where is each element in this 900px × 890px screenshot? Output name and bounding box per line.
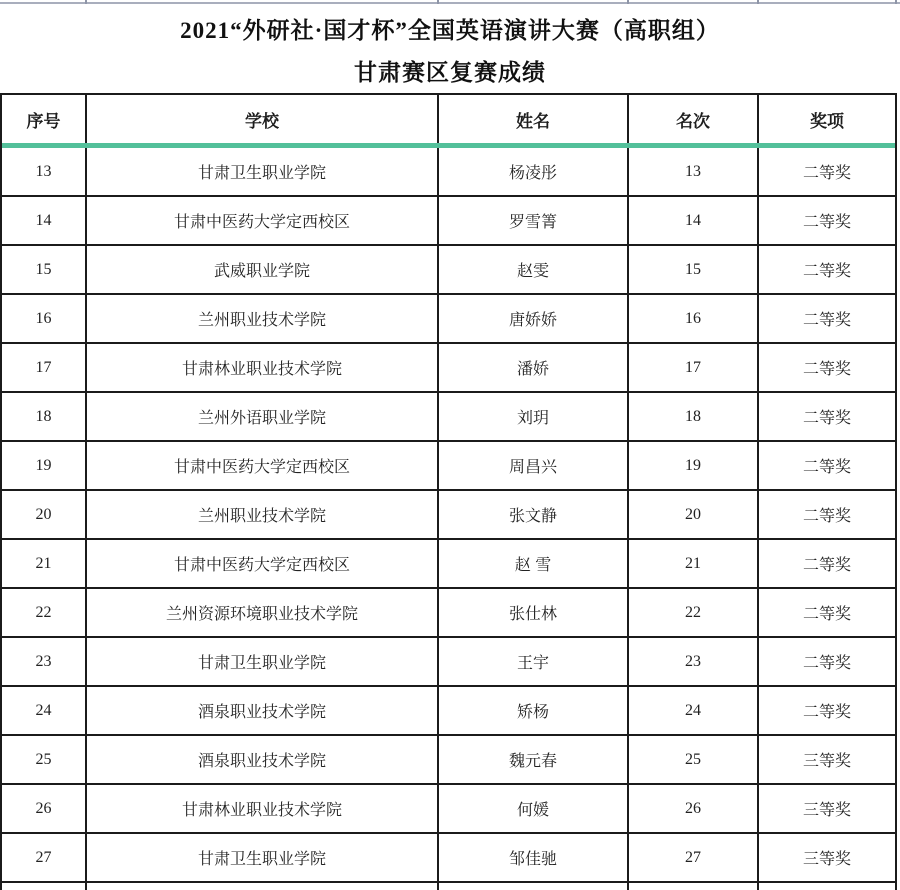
table-row xyxy=(2,736,895,785)
cell-name: 赵 雪 xyxy=(439,540,629,587)
table-row xyxy=(2,393,895,442)
col-header-no: 序号 xyxy=(2,95,87,143)
cell-no: 24 xyxy=(2,687,87,734)
table-row xyxy=(2,540,895,589)
cell-school: 酒泉职业技术学院 xyxy=(87,687,439,734)
cell-name: 王宇 xyxy=(439,638,629,685)
cell-name: 周昌兴 xyxy=(439,442,629,489)
cell-award: 二等奖 xyxy=(802,165,851,182)
cell-rank: 13 xyxy=(629,148,759,195)
cell-award: 三等奖 xyxy=(802,753,851,770)
cell-award: 三等奖 xyxy=(802,802,851,819)
cell-award: 二等奖 xyxy=(802,263,851,280)
cell-rank: 18 xyxy=(629,393,759,440)
cell-school: 甘肃卫生职业学院 xyxy=(87,834,439,881)
column-border-tick xyxy=(895,0,897,4)
col-header-award: 奖项 xyxy=(810,111,844,131)
title-line-2: 甘肃赛区复赛成绩 xyxy=(354,59,546,85)
cell-school: 酒泉职业技术学院 xyxy=(87,736,439,783)
cell-name: 魏元春 xyxy=(439,736,629,783)
table-row xyxy=(2,197,895,246)
cell-award: 二等奖 xyxy=(802,361,851,378)
cell-no: 18 xyxy=(2,393,87,440)
cell-no: 22 xyxy=(2,589,87,636)
column-border-tick xyxy=(85,0,87,4)
table-row xyxy=(2,295,895,344)
cell-rank xyxy=(629,883,759,890)
column-border-tick xyxy=(757,0,759,4)
table-row xyxy=(2,687,895,736)
cell-name: 杨凌彤 xyxy=(439,148,629,195)
cell-rank: 19 xyxy=(629,442,759,489)
cell-name xyxy=(439,883,629,890)
table-row xyxy=(2,491,895,540)
col-header-name: 姓名 xyxy=(439,95,629,143)
table-row xyxy=(2,589,895,638)
table-row xyxy=(2,834,895,883)
cell-award: 二等奖 xyxy=(802,459,851,476)
cell-no: 14 xyxy=(2,197,87,244)
col-header-rank: 名次 xyxy=(629,95,759,143)
table-header-row xyxy=(2,95,895,143)
cell-name: 唐娇娇 xyxy=(439,295,629,342)
cell-no: 16 xyxy=(2,295,87,342)
cell-award: 二等奖 xyxy=(802,655,851,672)
cell-school: 兰州职业技术学院 xyxy=(87,295,439,342)
cropped-row-bottom-sliver xyxy=(2,883,895,890)
cell-award: 二等奖 xyxy=(802,410,851,427)
col-header-school: 学校 xyxy=(87,95,439,143)
cell-school: 兰州资源环境职业技术学院 xyxy=(87,589,439,636)
cell-school: 武威职业学院 xyxy=(87,246,439,293)
cell-no: 21 xyxy=(2,540,87,587)
cell-name: 刘玥 xyxy=(439,393,629,440)
cell-award: 二等奖 xyxy=(802,312,851,329)
cell-no: 23 xyxy=(2,638,87,685)
cell-no: 20 xyxy=(2,491,87,538)
cell-rank: 22 xyxy=(629,589,759,636)
cell-no: 19 xyxy=(2,442,87,489)
cell-award: 二等奖 xyxy=(802,214,851,231)
cell-rank: 27 xyxy=(629,834,759,881)
cell-name: 潘娇 xyxy=(439,344,629,391)
cell-school: 兰州外语职业学院 xyxy=(87,393,439,440)
cell-no: 15 xyxy=(2,246,87,293)
cell-school xyxy=(87,883,439,890)
cell-award: 二等奖 xyxy=(802,557,851,574)
cell-name: 邹佳驰 xyxy=(439,834,629,881)
cell-school: 甘肃卫生职业学院 xyxy=(87,148,439,195)
cell-rank: 23 xyxy=(629,638,759,685)
cell-name: 赵雯 xyxy=(439,246,629,293)
table-row xyxy=(2,638,895,687)
cropped-row-top-sliver xyxy=(0,0,900,5)
cell-rank: 17 xyxy=(629,344,759,391)
cell-rank: 25 xyxy=(629,736,759,783)
cell-school: 甘肃卫生职业学院 xyxy=(87,638,439,685)
cell-rank: 21 xyxy=(629,540,759,587)
cell-no: 13 xyxy=(2,148,87,195)
results-table xyxy=(0,93,897,890)
table-row xyxy=(2,246,895,295)
cell-award xyxy=(759,883,895,890)
page-title xyxy=(0,5,900,93)
cell-rank: 24 xyxy=(629,687,759,734)
table-row xyxy=(2,442,895,491)
cell-award: 三等奖 xyxy=(802,851,851,868)
cell-school: 甘肃林业职业技术学院 xyxy=(87,785,439,832)
column-border-tick xyxy=(437,0,439,4)
cell-school: 甘肃林业职业技术学院 xyxy=(87,344,439,391)
cell-name: 张仕林 xyxy=(439,589,629,636)
table-row xyxy=(2,785,895,834)
cell-name: 何媛 xyxy=(439,785,629,832)
cell-school: 甘肃中医药大学定西校区 xyxy=(87,540,439,587)
cell-school: 甘肃中医药大学定西校区 xyxy=(87,197,439,244)
title-line-1: 2021“外研社·国才杯”全国英语演讲大赛（高职组） xyxy=(180,17,720,43)
table-row xyxy=(2,148,895,197)
table-row xyxy=(2,344,895,393)
cell-award: 二等奖 xyxy=(802,606,851,623)
cell-award: 二等奖 xyxy=(802,508,851,525)
cell-rank: 15 xyxy=(629,246,759,293)
cell-name: 张文静 xyxy=(439,491,629,538)
cell-name: 罗雪箐 xyxy=(439,197,629,244)
cell-school: 甘肃中医药大学定西校区 xyxy=(87,442,439,489)
cell-no: 27 xyxy=(2,834,87,881)
cell-no: 25 xyxy=(2,736,87,783)
cell-award: 二等奖 xyxy=(802,704,851,721)
cell-school: 兰州职业技术学院 xyxy=(87,491,439,538)
cell-rank: 26 xyxy=(629,785,759,832)
cell-no: 26 xyxy=(2,785,87,832)
top-divider-line xyxy=(0,2,900,4)
cell-rank: 14 xyxy=(629,197,759,244)
column-border-tick xyxy=(627,0,629,4)
cell-name: 矫杨 xyxy=(439,687,629,734)
cell-no: 17 xyxy=(2,344,87,391)
cell-rank: 16 xyxy=(629,295,759,342)
cell-no xyxy=(2,883,87,890)
cell-rank: 20 xyxy=(629,491,759,538)
